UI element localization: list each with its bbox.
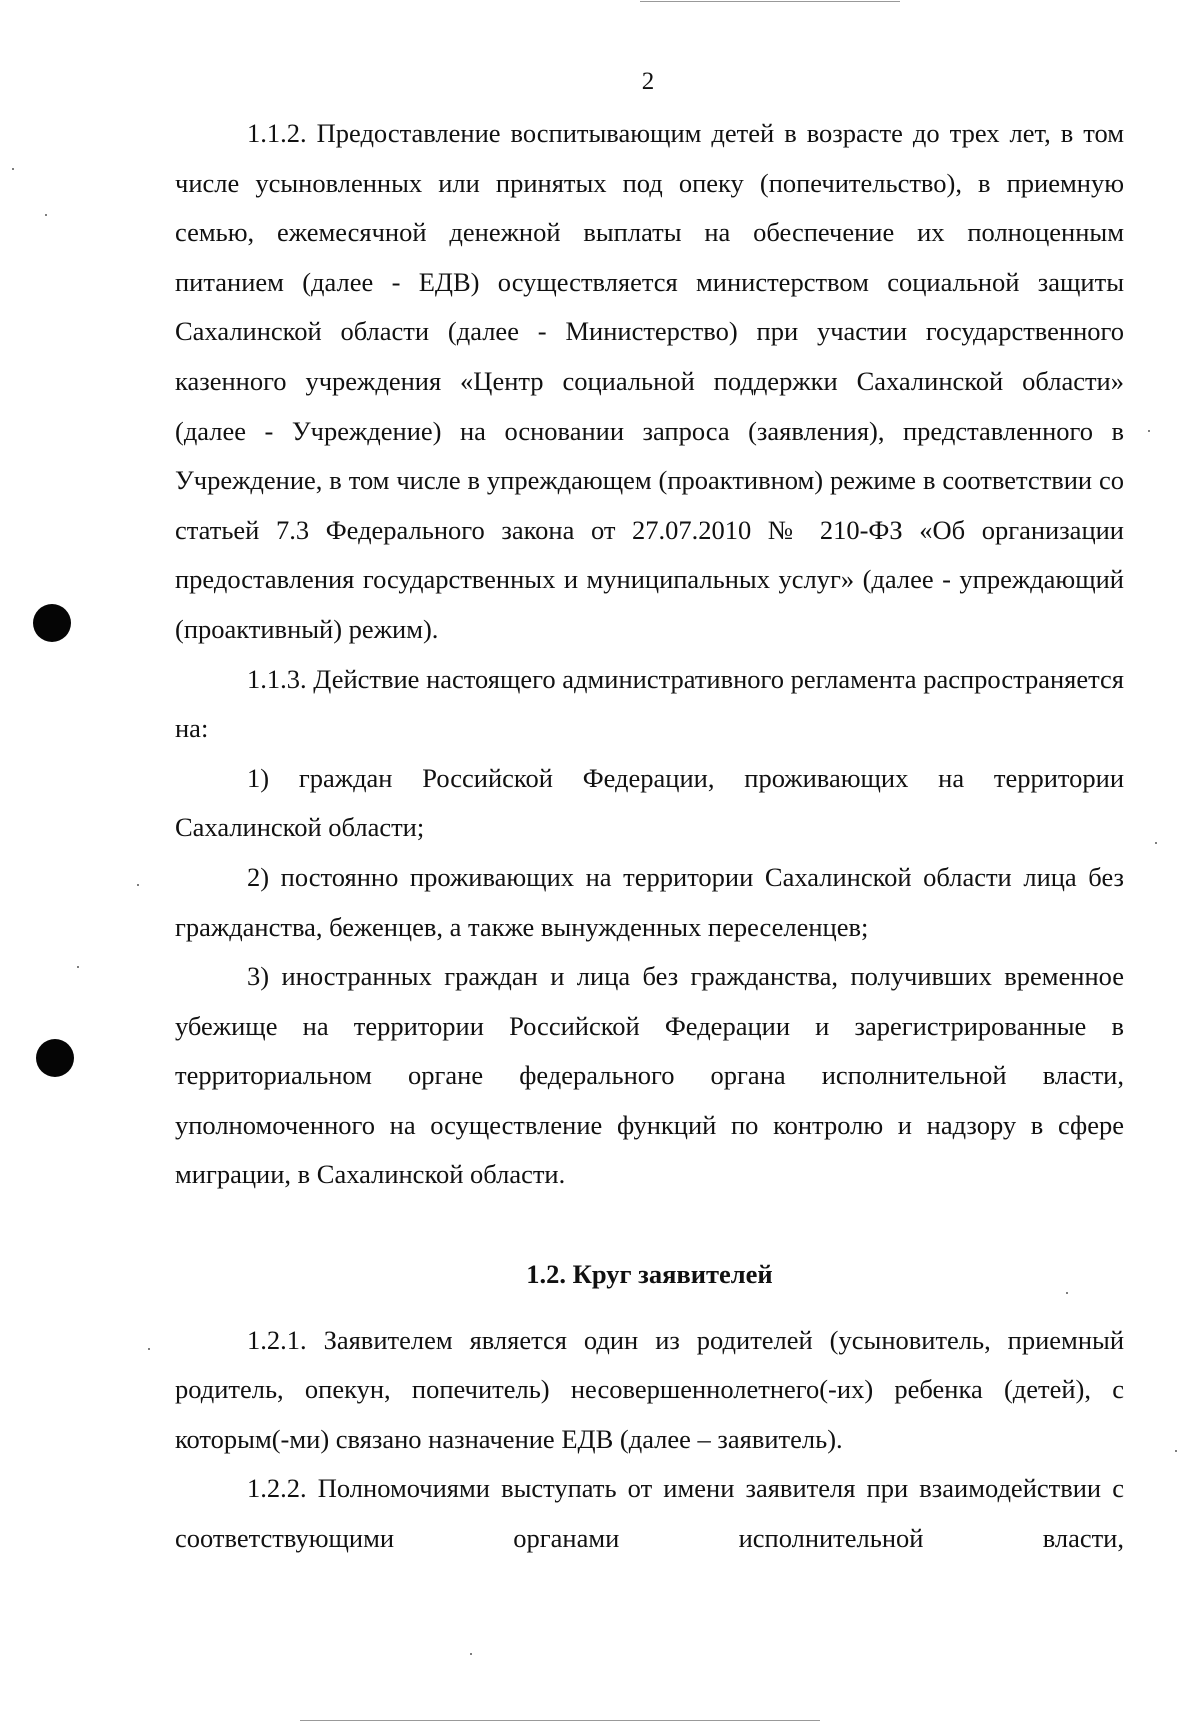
list-item-3: 3) иностранных граждан и лица без гражданства, получивших временное убежище на территории Российской Федерации и зарегистрированные в территориальном органе федерального органа исполнительной власти, уполномоченного на осуществление функций по контролю и надзору в сфере миграции, в Сахалинской области. — [175, 961, 1124, 1190]
scan-speck — [470, 1653, 472, 1655]
section-heading: 1.2. Круг заявителей — [526, 1259, 773, 1290]
scan-speck — [45, 214, 47, 216]
scan-speck — [1175, 1450, 1177, 1452]
punch-hole-top — [33, 604, 71, 642]
scan-speck — [77, 966, 79, 968]
page-number: 2 — [641, 68, 655, 95]
scan-speck — [137, 884, 139, 886]
scan-speck — [1155, 842, 1157, 844]
list-item-2: 2) постоянно проживающих на территории Сахалинской области лица без гражданства, беженцев, а также вынужденных переселенцев; — [175, 861, 1124, 942]
paragraph-1-1-3: 1.1.3. Действие настоящего административного регламента распространяется на: — [175, 663, 1124, 744]
scan-speck — [1148, 430, 1150, 432]
scan-edge-mark — [640, 1, 900, 2]
paragraph-1-1-2: 1.1.2. Предоставление воспитывающим детей в возрасте до трех лет, в том числе усыновленных или принятых под опеку (попечительство), в приемную семью, ежемесячной денежной выплаты на обеспечение их полноценным питанием (далее - ЕДВ) осуществляется министерством социальной защиты Сахалинской области (далее - Министерство) при участии государственного казенного учреждения «Центр социальной поддержки Сахалинской области» (далее - Учреждение) на основании запроса (заявления), представленного в Учреждение, в том числе в упреждающем (проактивном) режиме в соответствии со статьей 7.3 Федерального закона от 27.07.2010 № 210-ФЗ «Об организации предоставления государственных и муниципальных услуг» (далее - упреждающий (проактивный) режим). — [175, 118, 1124, 644]
scan-edge-mark — [300, 1720, 820, 1721]
paragraph-1-2-2: 1.2.2. Полномочиями выступать от имени заявителя при взаимодействии с соответствующими органами исполнительной власти, — [175, 1473, 1124, 1554]
scan-speck — [12, 168, 14, 170]
document-body — [175, 109, 1124, 1564]
list-item-1: 1) граждан Российской Федерации, проживающих на территории Сахалинской области; — [175, 762, 1124, 843]
punch-hole-bottom — [36, 1039, 74, 1077]
scan-speck — [148, 1348, 150, 1350]
paragraph-1-2-1: 1.2.1. Заявителем является один из родителей (усыновитель, приемный родитель, опекун, попечитель) несовершеннолетнего(-их) ребенка (детей), с которым(-ми) связано назначение ЕДВ (далее – заявитель). — [175, 1324, 1124, 1454]
